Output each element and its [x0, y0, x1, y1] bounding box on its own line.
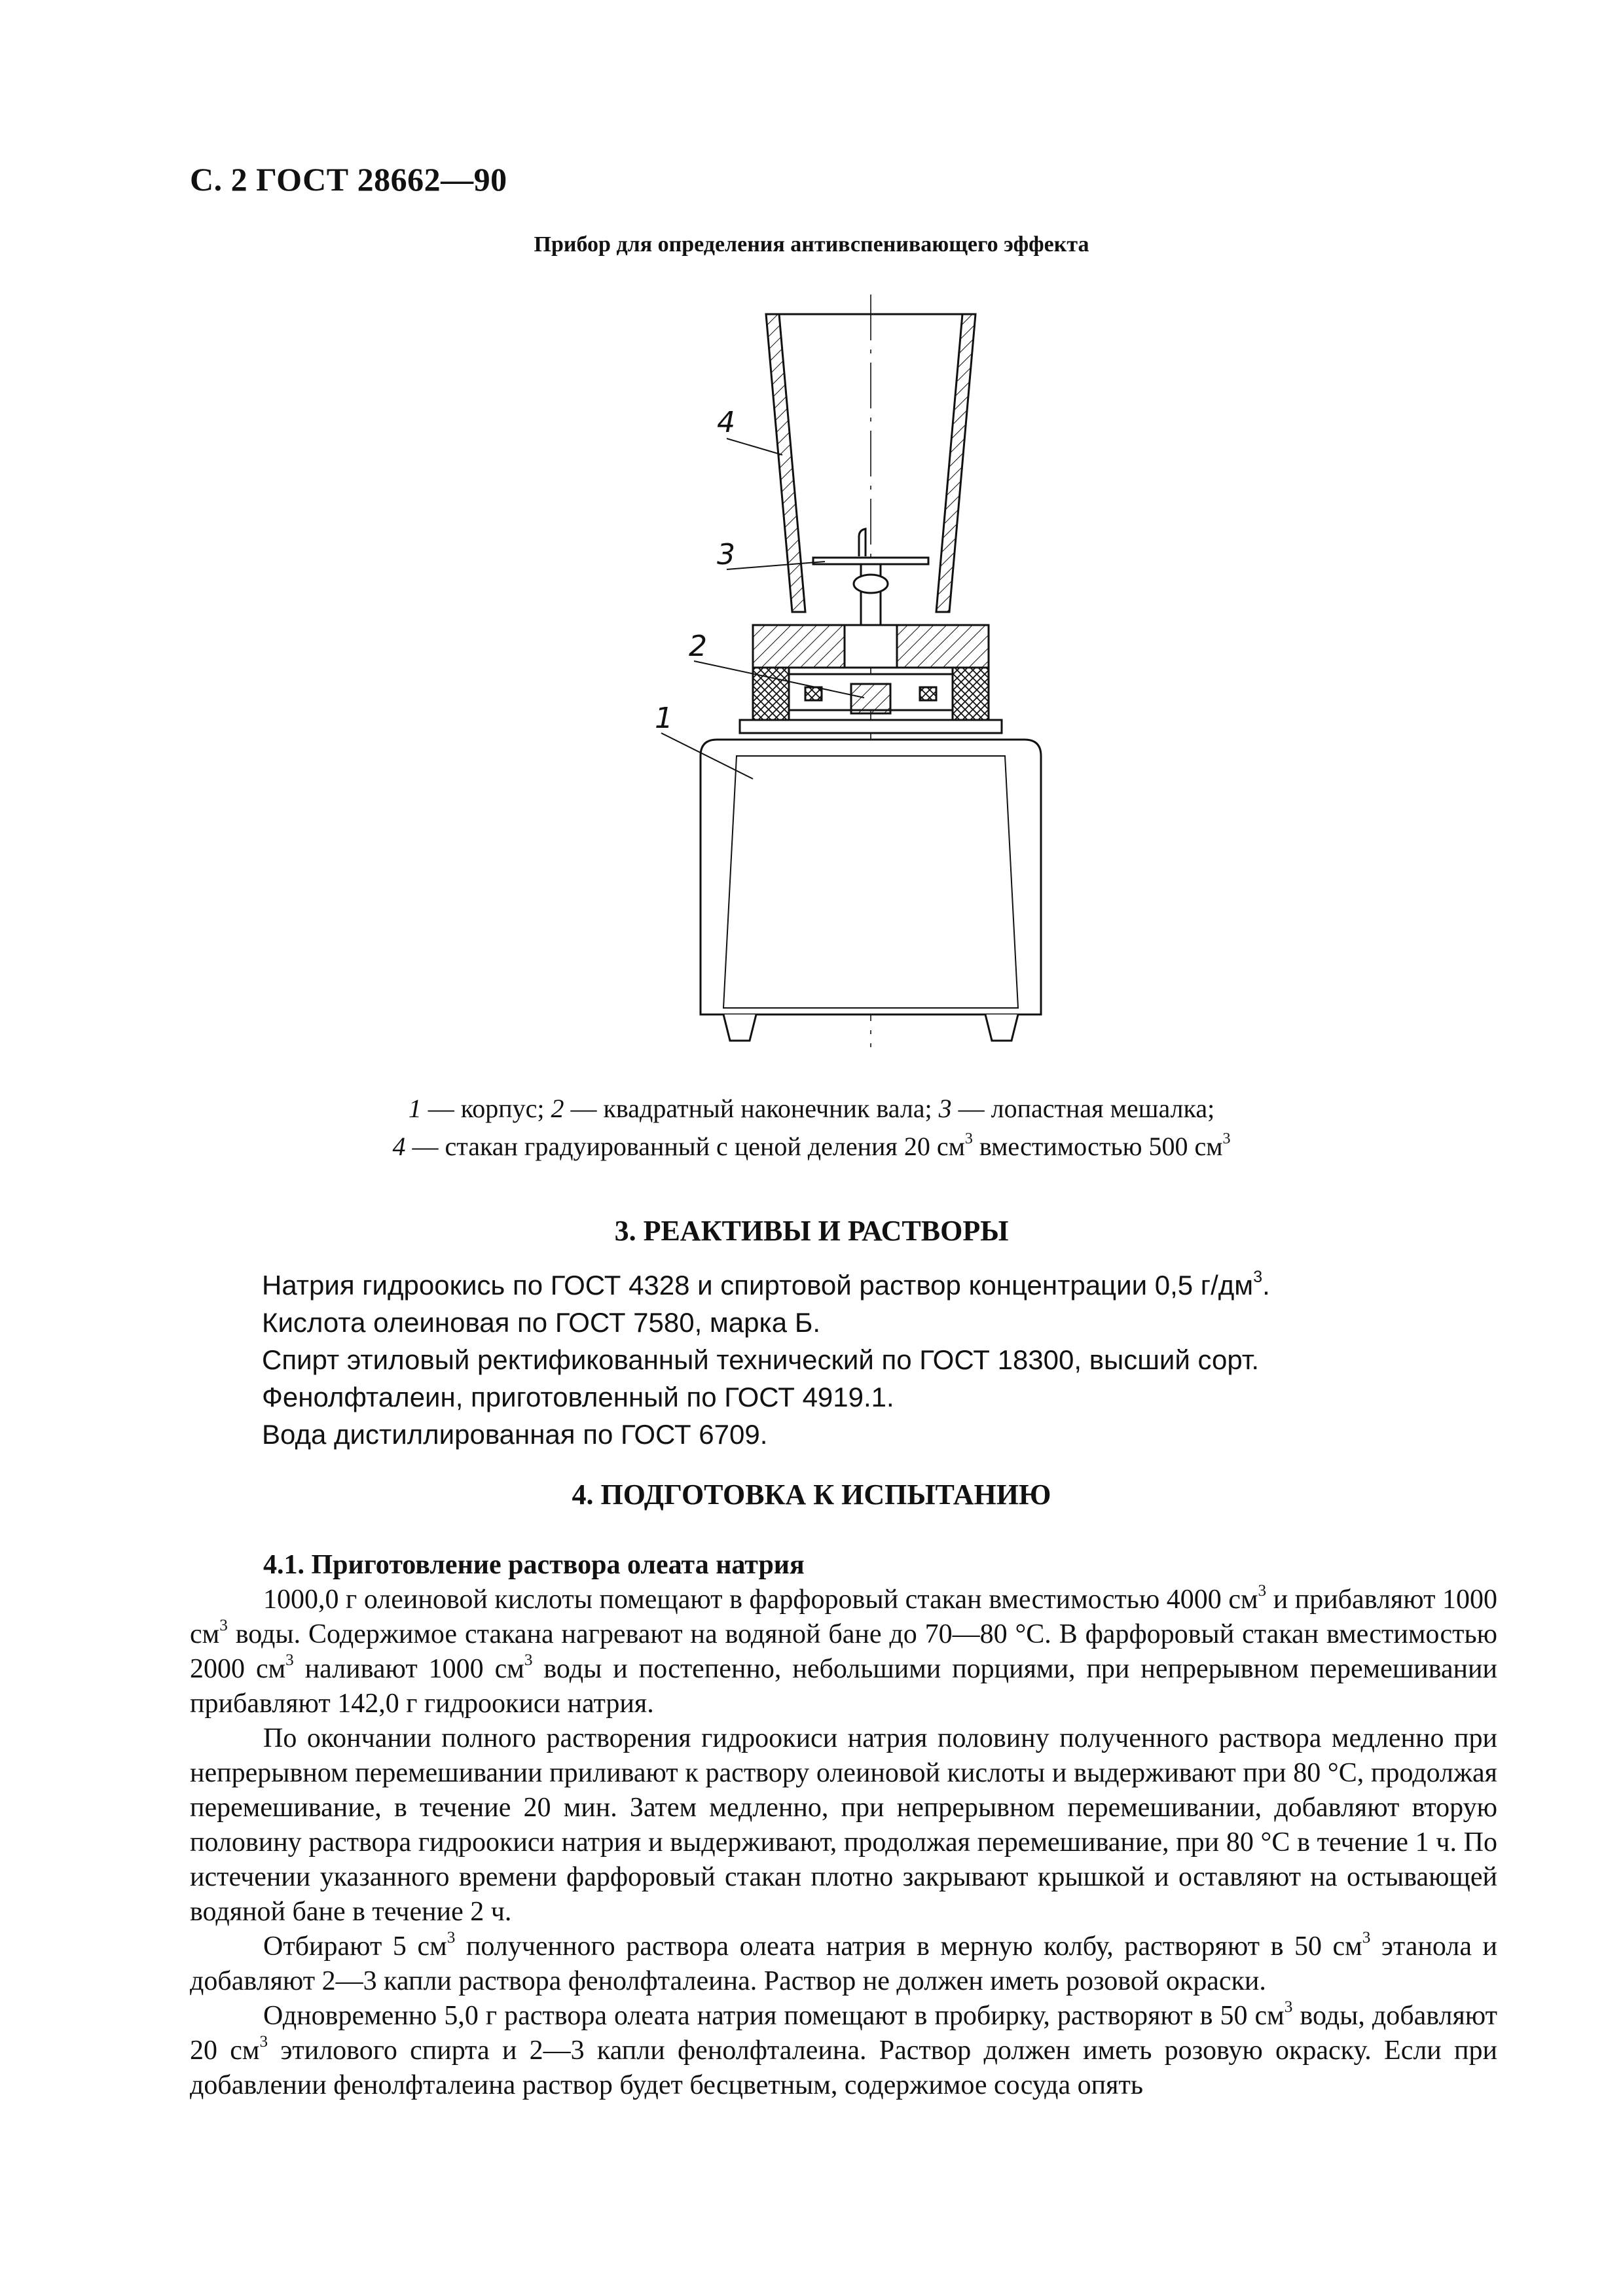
- housing: [701, 740, 1041, 1014]
- figure-caption: Прибор для определения антивспенивающего эффекта: [534, 232, 1089, 257]
- callout-3: 3: [717, 538, 735, 571]
- section-4-body: [190, 1548, 1497, 2103]
- reagent-1: Натрия гидроокись по ГОСТ 4328 и спиртовой раствор концентрации 0,5 $г/дм^3$.: [262, 1268, 1270, 1300]
- callout-4: 4: [717, 406, 735, 439]
- figure-legend: 1 — корпус; 2 — квадратный наконечник вала; 3 — лопастная мешалка; 4 — стакан градуированный с ценой деления 20 $см^3$ вместимостью 500 $см^3$: [392, 1094, 1231, 1161]
- reagents-list: [262, 1266, 1506, 1453]
- paragraph-1: 1000,0 г олеиновой кислоты помещают в фарфоровый стакан вместимостью 4000 $см^3$ и прибавляют 1000 $см^3$ воды. Содержимое стакана нагревают на водяной бане до 70—80 °С. В фарфоровый стакан вместимостью 2000 $см^3$ наливают 1000 $см^3$ воды и постепенно, небольшими порциями, при непрерывном перемешивании прибавляют 142,0 г гидроокиси натрия.: [190, 1582, 1497, 1719]
- page-header: С. 2 ГОСТ 28662—90: [190, 161, 507, 198]
- section-3-title: 3. РЕАКТИВЫ И РАСТВОРЫ: [614, 1215, 1009, 1247]
- reagent-2: Кислота олеиновая по ГОСТ 7580, марка Б.: [262, 1307, 821, 1338]
- reagent-3: Спирт этиловый ректификованный технический по ГОСТ 18300, высший сорт.: [262, 1344, 1260, 1375]
- beaker-left-wall: [766, 314, 805, 612]
- callout-1: 1: [655, 702, 673, 735]
- paragraph-3: Отбирают 5 $см^3$ полученного раствора олеата натрия в мерную колбу, растворяют в 50 $см^3$ этанола и добавляют 2—3 капли раствора фенолфталеина. Раствор не должен иметь розовой окраски.: [190, 1929, 1497, 1996]
- section-4-title: 4. ПОДГОТОВКА К ИСПЫТАНИЮ: [572, 1479, 1051, 1511]
- apparatus-drawing: [655, 281, 1113, 1080]
- beaker-right-wall: [936, 314, 976, 612]
- subsection-4-1-heading: 4.1. Приготовление раствора олеата натрия: [263, 1550, 805, 1580]
- callout-2: 2: [689, 630, 707, 663]
- reagent-4: Фенолфталеин, приготовленный по ГОСТ 4919.1.: [262, 1382, 894, 1412]
- square-shaft-tip: [851, 684, 890, 713]
- reagent-5: Вода дистиллированная по ГОСТ 6709.: [262, 1419, 768, 1450]
- paragraph-4: Одновременно 5,0 г раствора олеата натрия помещают в пробирку, растворяют в 50 $см^3$ воды, добавляют 20 $см^3$ этилового спирта и 2—3 капли фенолфталеина. Раствор должен иметь розовую окраску. Если при добавлении фенолфталеина раствор будет бесцветным, содержимое сосуда опять: [190, 1998, 1497, 2100]
- figure: [655, 281, 1113, 1080]
- paragraph-2: По окончании полного растворения гидроокиси натрия половину полученного раствора медленно при непрерывном перемешивании приливают к раствору олеиновой кислоты и выдерживают при 80 °С, продолжая перемешивание, в течение 20 мин. Затем медленно, при непрерывном перемешивании, добавляют вторую половину раствора гидроокиси натрия и выдерживают, продолжая перемешивание, при 80 °С в течение 1 ч. По истечении указанного времени фарфоровый стакан плотно закрывают крышкой и оставляют на остывающей водяной бане в течение 2 ч.: [190, 1723, 1497, 1927]
